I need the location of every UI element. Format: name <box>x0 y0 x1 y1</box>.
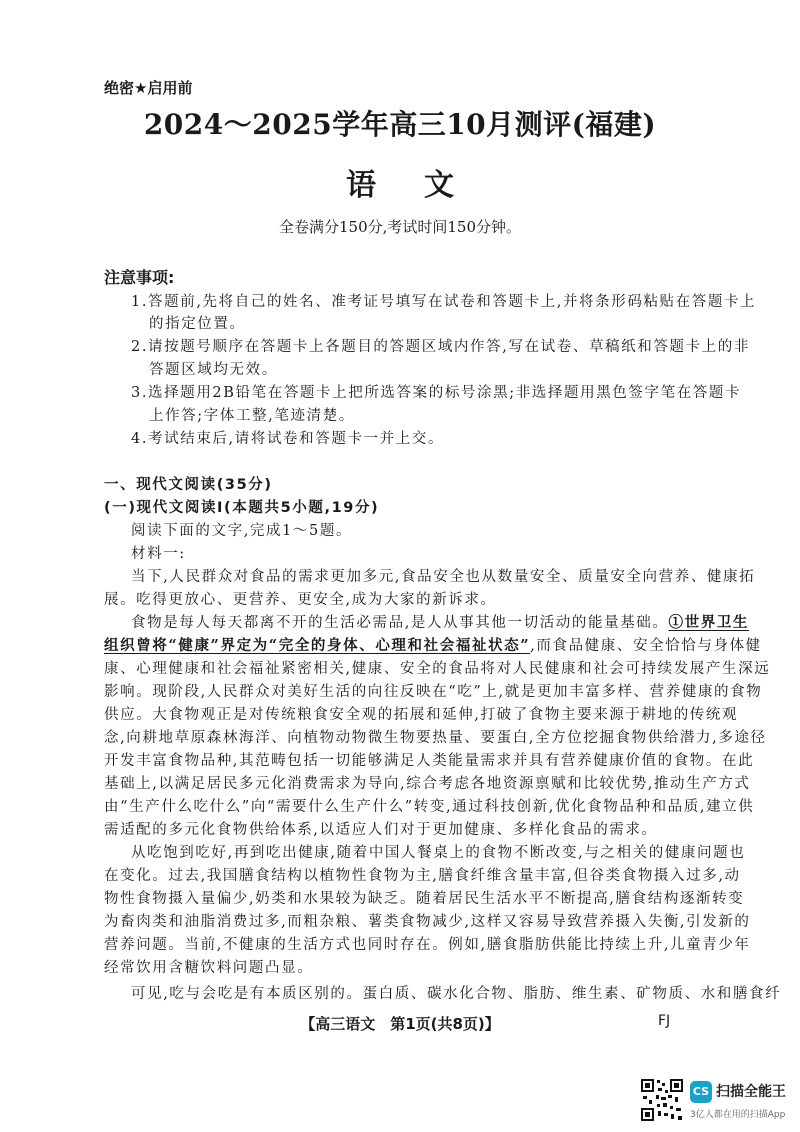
scanner-app-tagline: 3亿人都在用的扫描App <box>690 1110 786 1120</box>
body-line: 营养问题。当前,不健康的生活方式也同时存在。例如,膳食脂肪供能比持续上升,儿童青少年 <box>104 937 751 953</box>
notice-line: 的指定位置。 <box>149 316 246 332</box>
notice-line: 上作答;字体工整,笔迹清楚。 <box>149 408 355 424</box>
secret-label: 绝密★启用前 <box>104 79 193 97</box>
page-footer: 【高三语文 第1页(共8页)】 <box>300 1015 500 1033</box>
body-line: 开发丰富食物品种,其范畴包括一切能够满足人类能量需求并具有营养健康价值的食物。在此 <box>104 753 755 769</box>
subject-char-2: 文 <box>424 168 454 203</box>
body-line: 当下,人民群众对食品的需求更加多元,食品安全也从数量安全、质量安全向营养、健康拓 <box>131 569 756 585</box>
subject-char-1: 语 <box>346 168 376 203</box>
instruction: 阅读下面的文字,完成1～5题。 <box>131 523 353 539</box>
exam-title: 2024～2025学年高三10月测评(福建) <box>143 108 657 141</box>
body-line: 由“生产什么吃什么”向“需要什么生产什么”转变,通过科技创新,优化食物品种和品质,建立供 <box>104 799 755 815</box>
body-text: ,而食品健康、安全恰恰与身体健 <box>530 638 762 654</box>
scanner-app-name: 扫描全能王 <box>716 1084 786 1100</box>
underlined-sentence: ①世界卫生 <box>668 614 750 631</box>
body-line: 念,向耕地草原森林海洋、向植物动物微生物要热量、要蛋白,全方位挖掘食物供给潜力,多途径 <box>104 730 767 746</box>
body-line <box>131 611 749 632</box>
subsection-heading: (一)现代文阅读Ⅰ(本题共5小题,19分) <box>104 500 380 516</box>
notice-line: 4.考试结束后,请将试卷和答题卡一并上交。 <box>131 431 445 447</box>
body-line: 为畜肉类和油脂消费过多,而粗杂粮、薯类食物减少,这样又容易导致营养摄入失衡,引发新的 <box>104 914 751 930</box>
body-line <box>104 634 762 655</box>
body-line: 影响。现阶段,人民群众对美好生活的向往反映在“吃”上,就是更加丰富多样、营养健康的食物 <box>104 684 763 700</box>
section-heading: 一、现代文阅读(35分) <box>104 477 273 493</box>
body-text: 食物是每人每天都离不开的生活必需品,是人从事其他一切活动的能量基础。 <box>131 615 669 631</box>
body-line: 在变化。过去,我国膳食结构以植物性食物为主,膳食纤维含量丰富,但谷类食物摄入过多,动 <box>104 868 741 884</box>
underlined-sentence: 组织曾将“健康”界定为“完全的身体、心理和社会福祉状态” <box>104 637 531 654</box>
body-line: 需适配的多元化食物供给体系,以适应人们对于更加健康、多样化食品的需求。 <box>104 822 658 838</box>
qr-code-icon <box>640 1078 684 1122</box>
body-line: 供应。大食物观正是对传统粮食安全观的拓展和延伸,打破了食物主要来源于耕地的传统观 <box>104 707 739 723</box>
body-line: 展。吃得更放心、更营养、更安全,成为大家的新诉求。 <box>104 592 497 608</box>
camscanner-logo-icon: CS <box>690 1081 712 1103</box>
body-line: 可见,吃与会吃是有本质区别的。蛋白质、碳水化合物、脂肪、维生素、矿物质、水和膳食纤 <box>131 986 782 1002</box>
subject-title <box>0 160 800 204</box>
notice-line: 3.选择题用2B铅笔在答题卡上把所选答案的标号涂黑;非选择题用黑色签字笔在答题卡 <box>131 385 742 401</box>
notice-line: 答题区域均无效。 <box>149 362 278 378</box>
notice-line: 1.答题前,先将自己的姓名、准考证号填写在试卷和答题卡上,并将条形码粘贴在答题卡上 <box>131 294 757 310</box>
region-code: FJ <box>658 1013 671 1029</box>
notice-heading: 注意事项: <box>104 268 175 287</box>
body-line: 经常饮用含糖饮料问题凸显。 <box>104 960 314 976</box>
exam-meta: 全卷满分150分,考试时间150分钟。 <box>278 218 522 236</box>
body-line: 基础上,以满足居民多元化消费需求为导向,综合考虑各地资源禀赋和比较优势,推动生产方式 <box>104 776 751 792</box>
body-line: 康、心理健康和社会福祉紧密相关,健康、安全的食品将对人民健康和社会可持续发展产生深远 <box>104 661 771 677</box>
material-label: 材料一: <box>131 546 186 562</box>
notice-line: 2.请按题号顺序在答题卡上各题目的答题区域内作答,写在试卷、草稿纸和答题卡上的非 <box>131 339 750 355</box>
body-line: 物性食物摄入量偏少,奶类和水果较为缺乏。随着居民生活水平不断提高,膳食结构逐渐转变 <box>104 891 745 907</box>
body-line: 从吃饱到吃好,再到吃出健康,随着中国人餐桌上的食物不断改变,与之相关的健康问题也 <box>131 845 746 861</box>
